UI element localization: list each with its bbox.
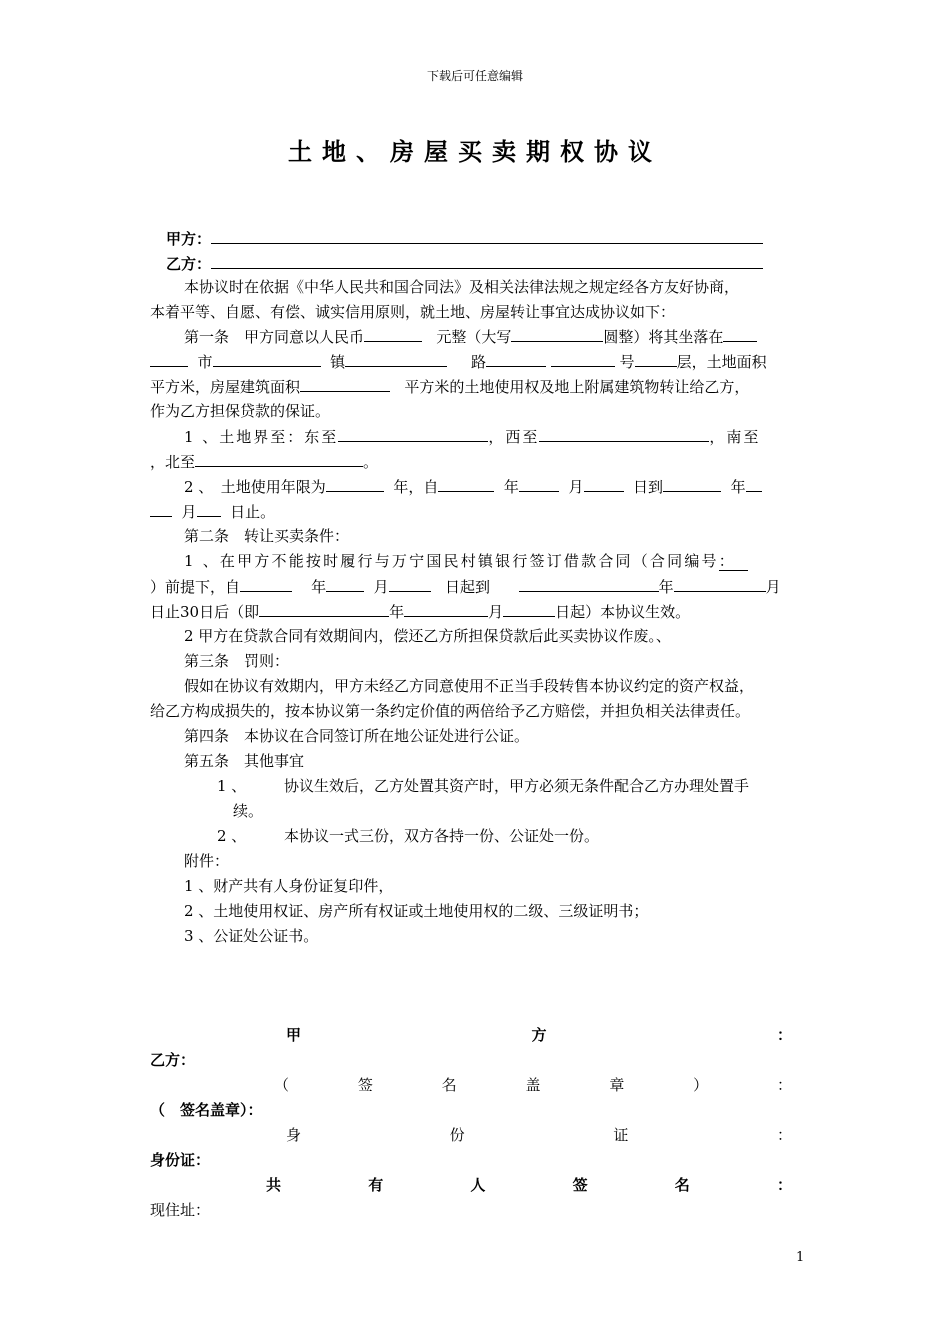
end-month-blank[interactable]	[746, 476, 762, 492]
article-1-text: 号	[619, 353, 635, 371]
other-item-number: 2 、	[217, 827, 247, 845]
party-a-signature-label	[286, 1025, 792, 1045]
term-text: 月	[181, 503, 197, 521]
sig-char: 份	[449, 1126, 465, 1144]
seal-label-a	[274, 1075, 792, 1095]
sig-char: 签	[357, 1076, 373, 1094]
seal-label-b: （ 签名盖章）：	[150, 1101, 263, 1119]
condition-text: 月	[765, 578, 781, 596]
boundary-line	[184, 426, 760, 447]
sig-char: ：	[776, 1076, 792, 1094]
article-1-text: 镇	[330, 353, 346, 371]
start-month-blank[interactable]	[519, 476, 559, 492]
id-label-a	[286, 1125, 792, 1145]
sig-char: 甲	[286, 1026, 302, 1044]
sig-char: ）	[693, 1076, 709, 1094]
article-1-text: 第一条 甲方同意以人民币	[184, 328, 365, 346]
co-owner-signature-label	[266, 1175, 792, 1195]
to-year-blank[interactable]	[519, 576, 659, 592]
sig-char: 签	[572, 1176, 588, 1194]
sig-char: ：	[776, 1026, 792, 1044]
building-area-blank[interactable]	[300, 376, 390, 392]
article-3-text-1: 假如在协议有效期内，甲方未经乙方同意使用不正当手段转售本协议约定的资产权益，	[184, 677, 755, 695]
from-year-blank[interactable]	[240, 576, 292, 592]
boundary-text: ，西至	[488, 428, 540, 446]
article-3-heading: 第三条 罚则：	[184, 652, 290, 670]
other-item-2	[217, 826, 246, 846]
sig-char: 盖	[525, 1076, 541, 1094]
term-text: 年，自	[393, 478, 439, 496]
sig-char: 名	[674, 1176, 690, 1194]
article-1-text: 路	[470, 353, 486, 371]
condition-1-line-2	[150, 576, 781, 597]
condition-text: 月	[373, 578, 389, 596]
article-3-text-2: 给乙方构成损失的，按本协议第一条约定价值的两倍给予乙方赔偿，并担负相关法律责任。	[150, 702, 751, 720]
article-1-line-2	[150, 351, 767, 372]
condition-text: 日起）本协议生效。	[555, 603, 691, 621]
condition-text: 年	[311, 578, 327, 596]
party-b-blank[interactable]	[211, 253, 763, 269]
sig-char: 名	[441, 1076, 457, 1094]
price-blank[interactable]	[364, 326, 422, 342]
article-2-heading: 第二条 转让买卖条件：	[184, 527, 350, 545]
attachment-3: 3 、公证处公证书。	[184, 927, 319, 945]
sig-char: 人	[470, 1176, 486, 1194]
condition-text: ）前提下，自	[150, 578, 241, 596]
sig-char: ：	[776, 1126, 792, 1144]
other-item-2-text: 本协议一式三份，双方各持一份、公证处一份。	[284, 827, 600, 845]
north-blank[interactable]	[195, 451, 363, 467]
condition-2: 2 甲方在贷款合同有效期间内，偿还乙方所担保贷款后此买卖协议作废。、	[184, 627, 671, 645]
other-item-1-text: 协议生效后，乙方处置其资产时，甲方必须无条件配合乙方办理处置手	[284, 777, 750, 795]
start-year-blank[interactable]	[438, 476, 494, 492]
term-text: 日到	[633, 478, 664, 496]
condition-text: 1 、在甲方不能按时履行与万宁国民村镇银行签订借款合同（合同编号	[184, 552, 719, 570]
document-title: 土地、房屋买卖期权协议	[288, 138, 662, 166]
attachment-2: 2 、土地使用权证、房产所有权证或土地使用权的二级、三级证明书；	[184, 902, 649, 920]
road-blank-2[interactable]	[551, 351, 615, 367]
to-month-blank[interactable]	[674, 576, 766, 592]
condition-text: 月	[488, 603, 504, 621]
effective-year-blank[interactable]	[259, 601, 389, 617]
article-1-text: 层，土地面积	[676, 353, 767, 371]
term-line-2	[150, 501, 275, 522]
from-day-blank[interactable]	[389, 576, 431, 592]
page-header: 下载后可任意编辑	[426, 69, 523, 83]
other-item-1	[217, 776, 246, 796]
article-1-text: 平方米，房屋建筑面积	[150, 378, 301, 396]
start-day-blank[interactable]	[584, 476, 624, 492]
effective-month-blank[interactable]	[404, 601, 488, 617]
location-blank[interactable]	[723, 326, 757, 342]
condition-text: 年	[658, 578, 674, 596]
term-text: 年	[503, 478, 519, 496]
condition-text: 日止30日后（即	[150, 603, 260, 621]
other-item-number: 1 、	[217, 777, 247, 795]
condition-1-line-3	[150, 601, 690, 622]
address-label: 现住址：	[150, 1201, 211, 1219]
condition-text: 年	[389, 603, 405, 621]
sig-char: 身	[286, 1126, 302, 1144]
west-blank[interactable]	[539, 426, 709, 442]
sig-char: 共	[266, 1176, 282, 1194]
party-a-blank[interactable]	[211, 228, 763, 244]
price-words-blank[interactable]	[511, 326, 603, 342]
party-b-line	[166, 253, 763, 274]
term-text: 年	[730, 478, 746, 496]
party-b-label: 乙方：	[166, 255, 212, 273]
party-a-label: 甲方：	[166, 230, 212, 248]
sig-char: 方	[531, 1026, 547, 1044]
town-blank[interactable]	[345, 351, 447, 367]
party-a-line	[166, 228, 763, 249]
province-blank[interactable]	[150, 351, 188, 367]
article-1-text: 平方米的土地使用权及地上附属建筑物转让给乙方，	[404, 378, 750, 396]
intro-line-1: 本协议时在依据《中华人民共和国合同法》及相关法律法规之规定经各方友好协商，	[184, 278, 740, 296]
condition-1-line-1	[184, 551, 748, 571]
boundary-text: 1 、土地界至：东至	[184, 428, 339, 446]
term-text: 月	[568, 478, 584, 496]
other-item-1-text-2: 续。	[233, 802, 264, 820]
term-line	[184, 476, 762, 497]
road-blank[interactable]	[486, 351, 546, 367]
sig-char: （	[274, 1076, 290, 1094]
article-1-line-1	[184, 326, 757, 347]
article-1-text: 市	[197, 353, 213, 371]
page-number: 1	[796, 1250, 805, 1265]
effective-day-blank[interactable]	[503, 601, 555, 617]
id-label-b: 身份证：	[150, 1151, 211, 1169]
attachments-heading: 附件：	[184, 852, 230, 870]
article-1-text: 元整（大写	[436, 328, 512, 346]
end-day-blank[interactable]	[197, 501, 221, 517]
term-text: 2 、 土地使用年限为	[184, 478, 326, 496]
party-b-signature-label: 乙方：	[150, 1051, 196, 1069]
contract-number-blank[interactable]: ：	[719, 552, 748, 571]
boundary-text: ，北至	[150, 453, 196, 471]
article-1-line-3	[150, 376, 749, 397]
term-text: 日止。	[230, 503, 276, 521]
attachment-1: 1 、财产共有人身份证复印件，	[184, 877, 394, 895]
article-4: 第四条 本协议在合同签订所在地公证处进行公证。	[184, 727, 530, 745]
sig-char: 章	[609, 1076, 625, 1094]
east-blank[interactable]	[338, 426, 488, 442]
boundary-line-2	[150, 451, 378, 472]
article-1-line-4: 作为乙方担保贷款的保证。	[150, 402, 331, 420]
condition-text: 日起到	[444, 578, 490, 596]
end-month-blank-2[interactable]	[150, 501, 172, 517]
sig-char: 有	[368, 1176, 384, 1194]
years-blank[interactable]	[326, 476, 384, 492]
sig-char: ：	[776, 1176, 792, 1194]
city-blank[interactable]	[213, 351, 321, 367]
from-month-blank[interactable]	[326, 576, 364, 592]
article-5-heading: 第五条 其他事宜	[184, 752, 305, 770]
end-year-blank[interactable]	[663, 476, 721, 492]
sig-char: 证	[613, 1126, 629, 1144]
boundary-text: 。	[363, 453, 379, 471]
intro-line-2: 本着平等、自愿、有偿、诚实信用原则，就土地、房屋转让事宜达成协议如下：	[150, 303, 676, 321]
boundary-text: ，南至	[709, 428, 761, 446]
number-blank[interactable]	[635, 351, 677, 367]
article-1-text: 圆整）将其坐落在	[603, 328, 724, 346]
